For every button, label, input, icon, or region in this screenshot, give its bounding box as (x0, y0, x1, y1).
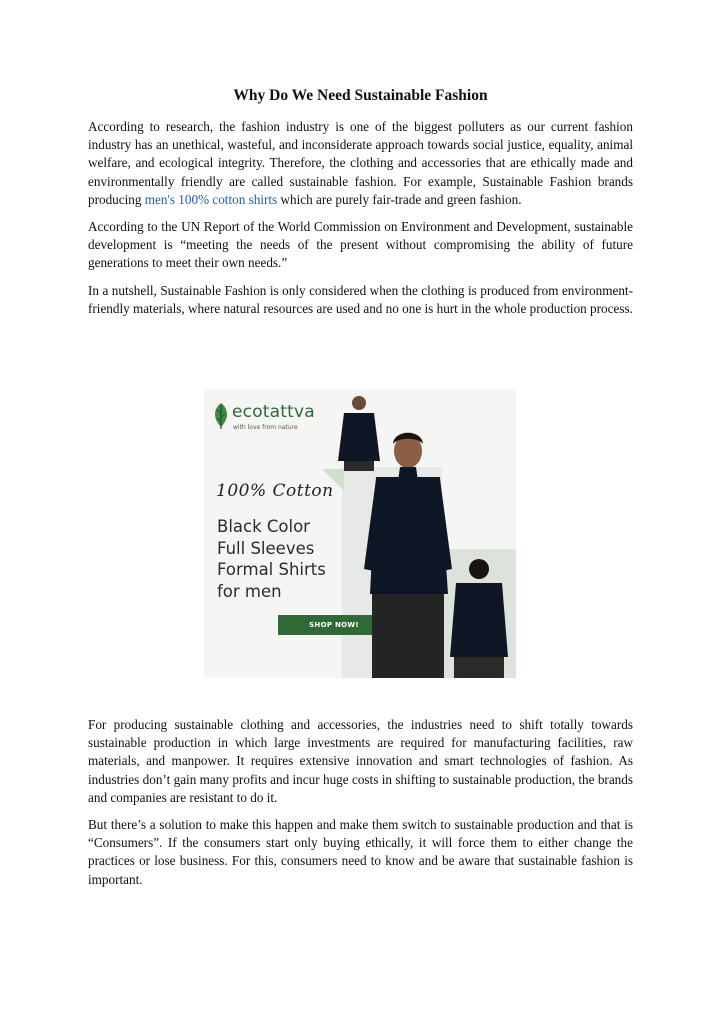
model-small-top (338, 396, 380, 471)
article-top (88, 86, 633, 327)
paragraph-intro (88, 118, 633, 209)
headline-line: Formal Shirts (217, 560, 326, 579)
model-back-view (450, 559, 508, 678)
paragraph-consumers: But there’s a solution to make this happen and make them switch to sustainable production and that is “Consumers”. If the consumers start only buying ethically, it will force them to either change the practices or lose business. For this, consumers need to know and be aware that sustainable fashion is important. (88, 817, 633, 887)
headline-line: for men (217, 581, 282, 601)
cotton-label: 100% Cotton (216, 481, 334, 501)
paragraph-production: For producing sustainable clothing and accessories, the industries need to shift totally towards sustainable production in which large investments are required for manufacturing facilities, raw materials, and manpower. It requires extensive innovation and smart technologies of fashion. As industries don’t gain many profits and incur huge costs in shifting to sustainable production, the brands and companies are resistant to do it. (88, 717, 633, 805)
paragraph-intro-text-end: which are purely fair-trade and green fashion. (277, 191, 522, 207)
shirt-models-illustration (204, 389, 516, 678)
article-title: Why Do We Need Sustainable Fashion (233, 87, 488, 104)
shop-now-button[interactable]: SHOP NOW! (278, 615, 390, 635)
headline-line: Full Sleeves (217, 538, 315, 558)
article-bottom (88, 716, 633, 898)
headline-line: Black Color (217, 517, 310, 536)
paragraph-nutshell: In a nutshell, Sustainable Fashion is only considered when the clothing is produced from environment-friendly materials, where natural resources are used and no one is hurt in the whole production process. (88, 282, 633, 316)
paragraph-intro-text: According to research, the fashion industry is one of the biggest polluters as our current fashion industry has an unethical, wasteful, and inconsiderate approach towards social justice, equality, animal welfare, and ecological integrity. Therefore, the clothing and accessories that are ethically made and environmentally friendly are called sustainable fashion. For example, Sustainable Fashion brands producing (88, 119, 633, 207)
model-main (364, 433, 452, 678)
product-ad-banner[interactable] (204, 389, 516, 678)
brand-tagline: with love from nature (233, 424, 298, 431)
cotton-shirts-link[interactable]: men's 100% cotton shirts (144, 191, 278, 207)
brand-name: ecotattva (232, 402, 315, 422)
paragraph-un-report: According to the UN Report of the World Commission on Environment and Development, sustainable development is “meeting the needs of the present without compromising the ability of future generations to meet their own needs.” (88, 219, 633, 271)
